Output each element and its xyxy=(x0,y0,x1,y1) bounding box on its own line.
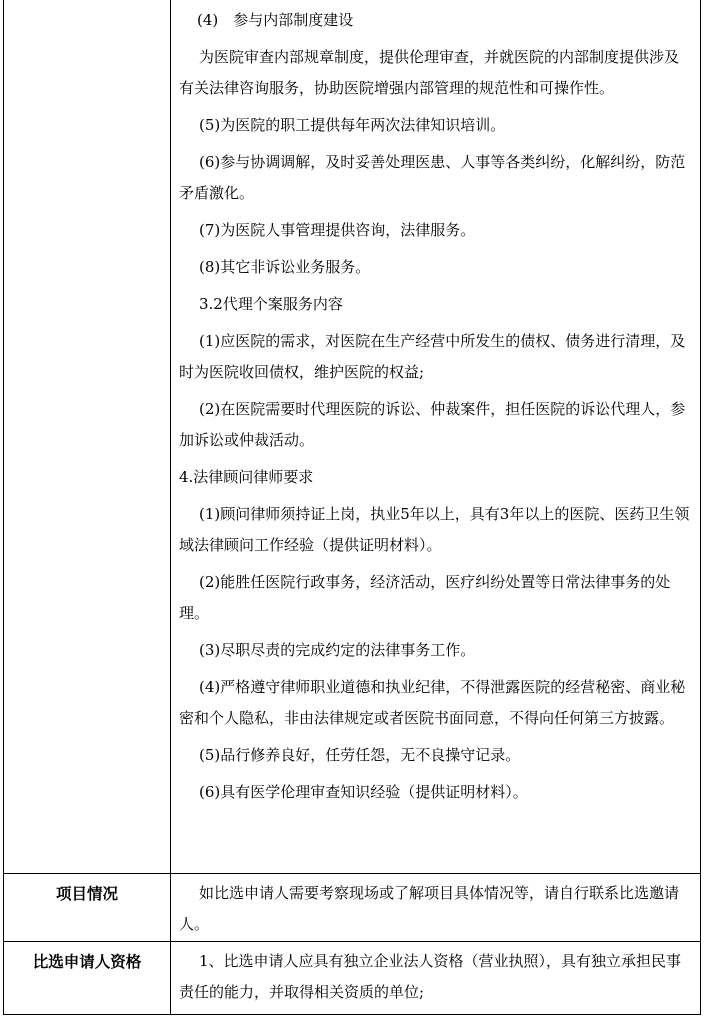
scope-item: (1)顾问律师须持证上岗，执业5年以上，具有3年以上的医院、医药卫生领域法律顾问工作经验（提供证明材料）。 xyxy=(179,505,690,554)
row-divider xyxy=(4,873,700,874)
row-divider xyxy=(4,941,700,942)
scope-item: (4)严格遵守律师职业道德和执业纪律，不得泄露医院的经营秘密、商业秘密和个人隐私，非由法律规定或者医院书面同意，不得向任何第三方披露。 xyxy=(179,678,686,727)
qualification-row-text: 1、比选申请人应具有独立企业法人资格（营业执照），具有独立承担民事责任的能力，并取得相关资质的单位; xyxy=(179,952,682,1001)
scope-item: (4) 参与内部制度建设 xyxy=(197,11,354,29)
column-divider xyxy=(170,0,171,1014)
scope-item: (3)尽职尽责的完成约定的法律事务工作。 xyxy=(199,641,476,659)
scope-item: (1)应医院的需求，对医院在生产经营中所发生的债权、债务进行清理，及时为医院收回债权，维护医院的权益; xyxy=(179,332,686,381)
section-heading: 3.2代理个案服务内容 xyxy=(199,295,343,313)
scope-item: (6)具有医学伦理审查知识经验（提供证明材料）。 xyxy=(199,783,528,801)
service-scope-cell xyxy=(179,5,693,808)
project-row-content xyxy=(179,878,693,940)
scope-item: (5)为医院的职工提供每年两次法律知识培训。 xyxy=(199,116,506,134)
requirements-table xyxy=(3,0,701,1015)
project-row-text: 如比选申请人需要考察现场或了解项目具体情况等，请自行联系比选邀请人。 xyxy=(179,884,680,933)
scope-item: (6)参与协调调解，及时妥善处理医患、人事等各类纠纷，化解纠纷，防范矛盾激化。 xyxy=(179,153,686,202)
scope-item: (8)其它非诉讼业务服务。 xyxy=(199,258,371,276)
scope-item: (7)为医院人事管理提供咨询，法律服务。 xyxy=(199,221,476,239)
scope-item: 为医院审查内部规章制度，提供伦理审查，并就医院的内部制度提供涉及有关法律咨询服务，协助医院增强内部管理的规范性和可操作性。 xyxy=(179,48,680,97)
section-heading: 4.法律顾问律师要求 xyxy=(179,468,314,486)
scope-item: (2)能胜任医院行政事务，经济活动，医疗纠纷处置等日常法律事务的处理。 xyxy=(179,573,671,622)
project-row-label: 项目情况 xyxy=(55,884,118,903)
scope-item: (5)品行修养良好，任劳任怨，无不良操守记录。 xyxy=(199,746,521,764)
qualification-row-content xyxy=(179,946,693,1008)
scope-item: (2)在医院需要时代理医院的诉讼、仲裁案件，担任医院的诉讼代理人，参加诉讼或仲裁活动。 xyxy=(179,400,686,449)
qualification-row-label: 比选申请人资格 xyxy=(32,952,142,971)
